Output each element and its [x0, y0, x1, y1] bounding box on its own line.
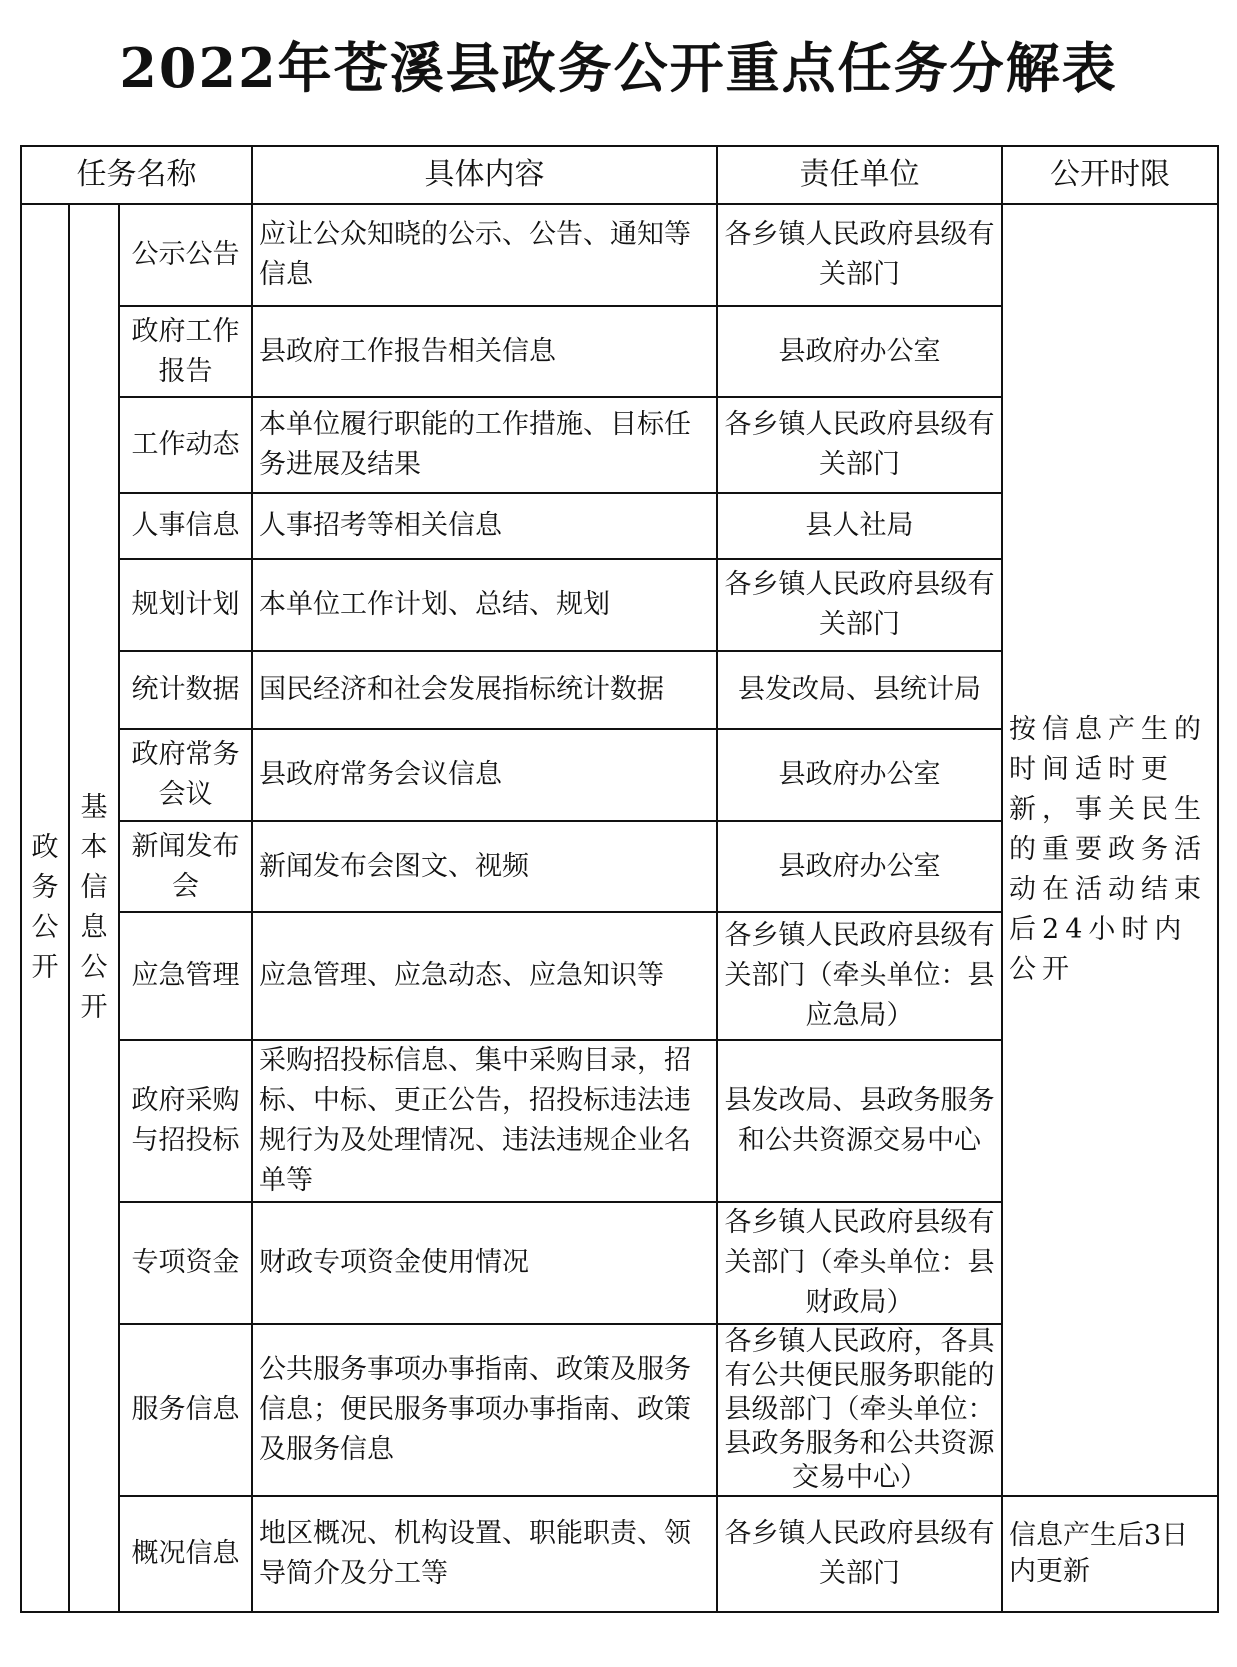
task-unit-cell: 各乡镇人民政府县级有关部门	[717, 204, 1002, 306]
task-name-cell: 服务信息	[119, 1324, 252, 1496]
table-row	[21, 204, 1218, 306]
task-content-cell: 本单位工作计划、总结、规划	[252, 559, 717, 651]
category-level2: 基本信息公开	[69, 204, 119, 1612]
task-table	[20, 145, 1219, 1613]
task-content-cell: 采购招投标信息、集中采购目录，招标、中标、更正公告，招投标违法违规行为及处理情况、违法违规企业名单等	[252, 1040, 717, 1202]
task-content-cell: 财政专项资金使用情况	[252, 1202, 717, 1324]
header-deadline: 公开时限	[1002, 146, 1218, 204]
task-unit-cell: 县人社局	[717, 493, 1002, 559]
task-content-cell: 国民经济和社会发展指标统计数据	[252, 651, 717, 729]
header-content: 具体内容	[252, 146, 717, 204]
task-unit-cell: 各乡镇人民政府县级有关部门	[717, 559, 1002, 651]
task-content-cell: 地区概况、机构设置、职能职责、领导简介及分工等	[252, 1496, 717, 1612]
task-content-cell: 人事招考等相关信息	[252, 493, 717, 559]
header-task-name: 任务名称	[21, 146, 252, 204]
task-name-cell: 工作动态	[119, 397, 252, 493]
task-name-cell: 人事信息	[119, 493, 252, 559]
task-name-cell: 概况信息	[119, 1496, 252, 1612]
task-unit-cell: 各乡镇人民政府县级有关部门（牵头单位：县财政局）	[717, 1202, 1002, 1324]
task-content-cell: 公共服务事项办事指南、政策及服务信息；便民服务事项办事指南、政策及服务信息	[252, 1324, 717, 1496]
task-unit-cell: 各乡镇人民政府县级有关部门	[717, 1496, 1002, 1612]
task-content-cell: 县政府常务会议信息	[252, 729, 717, 821]
task-name-cell: 政府常务会议	[119, 729, 252, 821]
deadline-main-cell: 按信息产生的时间适时更新，事关民生的重要政务活动在活动结束后24小时内公开	[1002, 204, 1218, 1496]
task-content-cell: 县政府工作报告相关信息	[252, 306, 717, 397]
task-unit-cell: 县政府办公室	[717, 729, 1002, 821]
task-content-cell: 本单位履行职能的工作措施、目标任务进展及结果	[252, 397, 717, 493]
task-name-cell: 政府采购与招投标	[119, 1040, 252, 1202]
page-title: 2022年苍溪县政务公开重点任务分解表	[119, 36, 1118, 100]
category-level1: 政务公开	[21, 204, 69, 1612]
header-row	[21, 146, 1218, 204]
task-content-cell: 新闻发布会图文、视频	[252, 821, 717, 912]
task-name-cell: 统计数据	[119, 651, 252, 729]
task-name-cell: 政府工作报告	[119, 306, 252, 397]
task-name-cell: 新闻发布会	[119, 821, 252, 912]
task-name-cell: 规划计划	[119, 559, 252, 651]
task-content-cell: 应让公众知晓的公示、公告、通知等信息	[252, 204, 717, 306]
task-unit-cell: 县政府办公室	[717, 306, 1002, 397]
task-name-cell: 专项资金	[119, 1202, 252, 1324]
task-unit-cell: 县发改局、县统计局	[717, 651, 1002, 729]
header-unit: 责任单位	[717, 146, 1002, 204]
task-unit-cell: 各乡镇人民政府县级有关部门（牵头单位：县应急局）	[717, 912, 1002, 1040]
task-content-cell: 应急管理、应急动态、应急知识等	[252, 912, 717, 1040]
task-unit-cell: 县政府办公室	[717, 821, 1002, 912]
task-unit-cell: 各乡镇人民政府，各具有公共便民服务职能的县级部门（牵头单位：县政务服务和公共资源交易中心）	[717, 1324, 1002, 1496]
task-unit-cell: 县发改局、县政务服务和公共资源交易中心	[717, 1040, 1002, 1202]
task-unit-cell: 各乡镇人民政府县级有关部门	[717, 397, 1002, 493]
task-name-cell: 公示公告	[119, 204, 252, 306]
task-name-cell: 应急管理	[119, 912, 252, 1040]
table-row	[21, 1496, 1218, 1612]
deadline-last-cell: 信息产生后3日内更新	[1002, 1496, 1218, 1612]
